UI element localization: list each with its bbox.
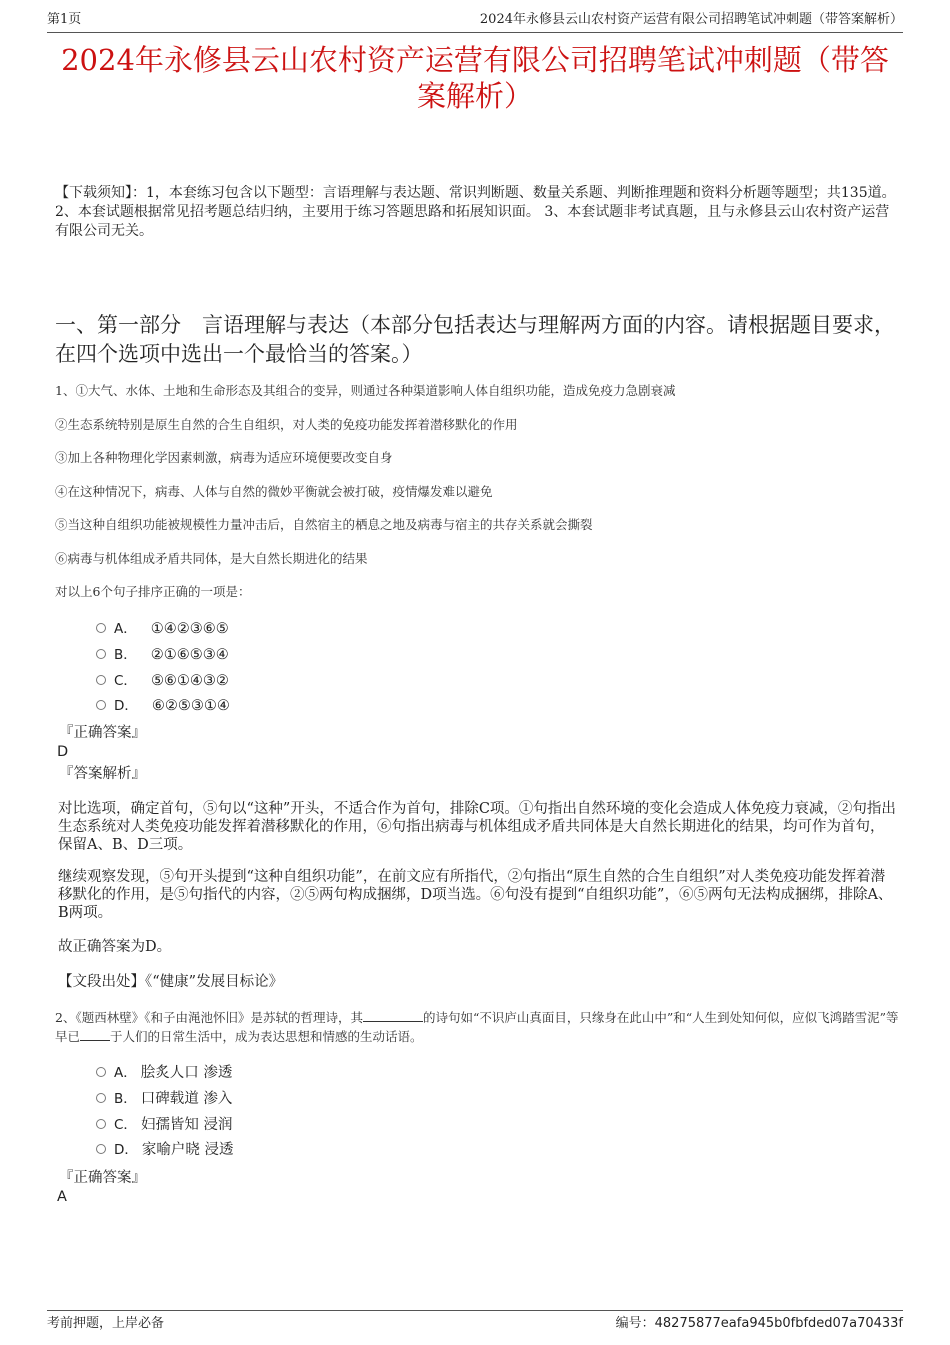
q2-option-c[interactable]: C． 妇孺皆知 浸润 [96, 1114, 233, 1136]
footer-slogan: 考前押题，上岸必备 [47, 1316, 165, 1331]
q2-blank-1 [363, 1009, 423, 1022]
q1-prompt: 对以上6个句子排序正确的一项是： [55, 584, 251, 599]
q1-option-b[interactable]: B． ②①⑥⑤③④ [96, 644, 229, 666]
radio-button-icon[interactable] [96, 649, 106, 659]
q2-answer: A [57, 1189, 67, 1205]
q2-option-a[interactable]: A． 脍炙人口 渗透 [96, 1062, 232, 1084]
q1-option-d[interactable]: D． ⑥②⑤③①④ [96, 695, 230, 717]
radio-button-icon[interactable] [96, 1119, 106, 1129]
radio-button-icon[interactable] [96, 1093, 106, 1103]
q1-sentence-6: ⑥病毒与机体组成矛盾共同体，是大自然长期进化的结果 [55, 551, 368, 566]
q1-option-a[interactable]: A． ①④②③⑥⑤ [96, 618, 229, 640]
document-title: 2024年永修县云山农村资产运营有限公司招聘笔试冲刺题（带答案解析） [61, 43, 889, 113]
q1-sentence-5: ⑤当这种自组织功能被规模性力量冲击后，自然宿主的栖息之地及病毒与宿主的共存关系就会撕裂 [55, 517, 593, 532]
q1-source: 【文段出处】《“健康”发展目标论》 [58, 974, 284, 990]
q2-option-b[interactable]: B． 口碑载道 渗入 [96, 1088, 232, 1110]
radio-button-icon[interactable] [96, 1067, 106, 1077]
q1-answer-label: 『正确答案』 [59, 725, 146, 741]
q1-option-c[interactable]: C． ⑤⑥①④③② [96, 670, 229, 692]
q1-analysis-label: 『答案解析』 [59, 766, 146, 782]
q1-analysis-paragraph-1: 对比选项，确定首句，⑤句以“这种”开头，不适合作为首句，排除C项。①句指出自然环境的变化会造成人体免疫力衰减，②句指出生态系统对人类免疫功能发挥着潜移默化的作用，⑥句指出病毒与机体组成矛盾共同体是大自然长期进化的结果，均可作为首句，保留A、B、D三项。 [58, 801, 896, 853]
q1-sentence-1: 1、①大气、水体、土地和生命形态及其组合的变异，则通过各种渠道影响人体自组织功能，造成免疫力急剧衰减 [55, 383, 676, 398]
q1-sentence-4: ④在这种情况下，病毒、人体与自然的微妙平衡就会被打破，疫情爆发难以避免 [55, 484, 493, 499]
q1-answer: D [57, 744, 69, 760]
document-code: 48275877eafa945b0fbfded07a70433f [654, 1316, 903, 1331]
radio-button-icon[interactable] [96, 700, 106, 710]
footer-code-line: 编号：48275877eafa945b0fbfded07a70433f [615, 1316, 903, 1331]
header-doc-title: 2024年永修县云山农村资产运营有限公司招聘笔试冲刺题（带答案解析） [479, 12, 903, 27]
q2-option-d[interactable]: D． 家喻户晓 浸透 [96, 1139, 234, 1161]
radio-button-icon[interactable] [96, 675, 106, 685]
q1-analysis-paragraph-2: 继续观察发现，⑤句开头提到“这种自组织功能”，在前文应有所指代，②句指出“原生自然的合生自组织”对人类免疫功能发挥着潜移默化的作用，是⑤句指代的内容，②⑤两句构成捆绑，D项当选。⑥句没有提到“自组织功能”，⑥⑤两句无法构成捆绑，排除A、B两项。 [58, 869, 893, 921]
q2-blank-2 [80, 1028, 110, 1041]
download-notice: 【下载须知】：1，本套练习包含以下题型：言语理解与表达题、常识判断题、数量关系题、判断推理题和资料分析题等题型；共135道。 2、本套试题根据常见招考题总结归纳，主要用于练习答题思路和拓展知识面。 3、本套试题非考试真题，且与永修县云山农村资产运营有限公司无关。 [55, 185, 896, 239]
q1-sentence-3: ③加上各种物理化学因素刺激，病毒为适应环境便要改变自身 [55, 450, 393, 465]
radio-button-icon[interactable] [96, 1144, 106, 1154]
q2-stem: 2、《题西林壁》《和子由渑池怀旧》是苏轼的哲理诗，其 的诗句如“不识庐山真面目，只缘身在此山中”和“人生到处知何似，应似飞鸿踏雪泥”等早已 于人们的日常生活中，成为表达思想和情感的生动话语。 [55, 1010, 899, 1044]
page-footer [47, 1310, 903, 1341]
page-number: 第1页 [47, 12, 82, 27]
radio-button-icon[interactable] [96, 623, 106, 633]
q1-sentence-2: ②生态系统特别是原生自然的合生自组织，对人类的免疫功能发挥着潜移默化的作用 [55, 417, 518, 432]
page-header [47, 10, 903, 33]
q1-analysis-paragraph-3: 故正确答案为D。 [58, 939, 172, 955]
section-heading: 一、第一部分 言语理解与表达（本部分包括表达与理解两方面的内容。请根据题目要求，在四个选项中选出一个最恰当的答案。） [55, 313, 895, 366]
q2-answer-label: 『正确答案』 [59, 1170, 146, 1186]
